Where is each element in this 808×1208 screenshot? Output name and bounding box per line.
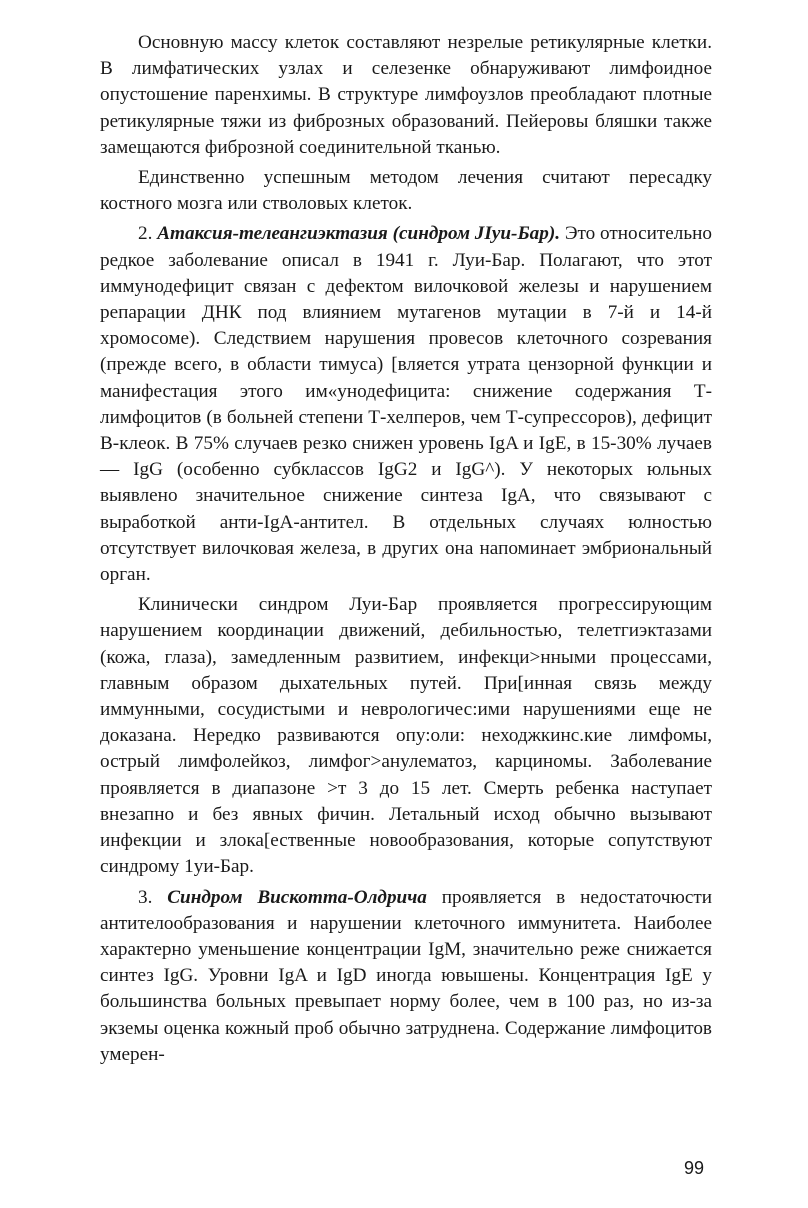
section-heading-louis-bar: Атаксия-телеангиэктазия (синдром JIyи-Бар). [157, 223, 561, 245]
paragraph-2 [100, 165, 712, 217]
paragraph-1-text: Основную массу клеток составляют незрелые ретикулярные клетки. В лимфатических узлах и селезенке обнаруживают лимфоидное опустошение паренхимы. В структуре лимфоузлов преобладают плотные ретикулярные тяжи из фиброзных образований. Пейеровы бляшки также замещаются фиброзной соединительной тканью. [100, 32, 712, 158]
paragraph-4 [100, 592, 712, 880]
paragraph-3-number: 2. [138, 223, 158, 245]
body-text [100, 30, 712, 1068]
paragraph-3 [100, 221, 712, 588]
paragraph-5 [100, 885, 712, 1068]
section-heading-wiskott-aldrich: Синдром Вискотта-Олдрича [167, 886, 427, 908]
paragraph-1 [100, 30, 712, 161]
page-number: 99 [683, 1158, 704, 1178]
paragraph-4-text: Клинически синдром Луи-Бар проявляется прогрессирующим нарушением координации движений, дебильностью, телетгиэктазами (кожа, глаза), замедленным развитием, инфекци>нными процессами, главным образом дыхательных путей. При[инная связь между иммунными, сосудистыми и неврологичес:ими нарушениями еще не доказана. Нередко развиваются опу:оли: неходжкинс.кие лимфомы, острый лимфолейкоз, лимфог>анулематоз, карциномы. Заболевание проявляется в диапазоне >т 3 до 15 лет. Смерть ребенка наступает внезапно и без явных фичин. Летальный исход обычно вызывают инфекции и злока[ественные новообразования, которые сопутствуют синдрому 1уи-Бар. [100, 594, 712, 878]
paragraph-2-text: Единственно успешным методом лечения считают пересадку костного мозга или стволовых клеток. [100, 167, 712, 215]
paragraph-3-text: Это относительно редкое заболевание описал в 1941 г. Луи-Бар. Полагают, что этот иммунодефицит связан с дефектом вилочковой железы и нарушением репарации ДНК под влиянием мутагенов мутации в 7-й и 14-й хромосоме). Следствием нарушения провесов клеточного созревания (прежде всего, в области тимуса) [вляется утрата цензорной функции и манифестация этого им«унодефицита: снижение содержания Т-лимфоцитов (в больней степени Т-хелперов, чем Т-супрессоров), дефицит В-клеок. В 75% случаев резко снижен уровень IgA и IgE, в 15-30% лучаев — IgG (особенно субклассов IgG2 и IgG^). У некоторых юльных выявлено значительное снижение синтеза IgA, что связывают с выработкой анти-IgA-антител. В отдельных случаях юлностью отсутствует вилочковая железа, в других она напоминает эмбриональный орган. [100, 223, 712, 586]
paragraph-5-text: проявляется в недостаточюсти антителообразования и нарушении клеточного иммунитета. Наиболее характерно уменьшение концентрации IgM, значительно реже снижается синтез IgG. Уровни IgA и IgD иногда ювышены. Концентрация IgE у большинства больных превыпает норму более, чем в 100 раз, но из-за экземы оценка кожный проб обычно затруднена. Содержание лимфоцитов умерен- [100, 886, 712, 1065]
paragraph-5-number: 3. [138, 886, 168, 908]
